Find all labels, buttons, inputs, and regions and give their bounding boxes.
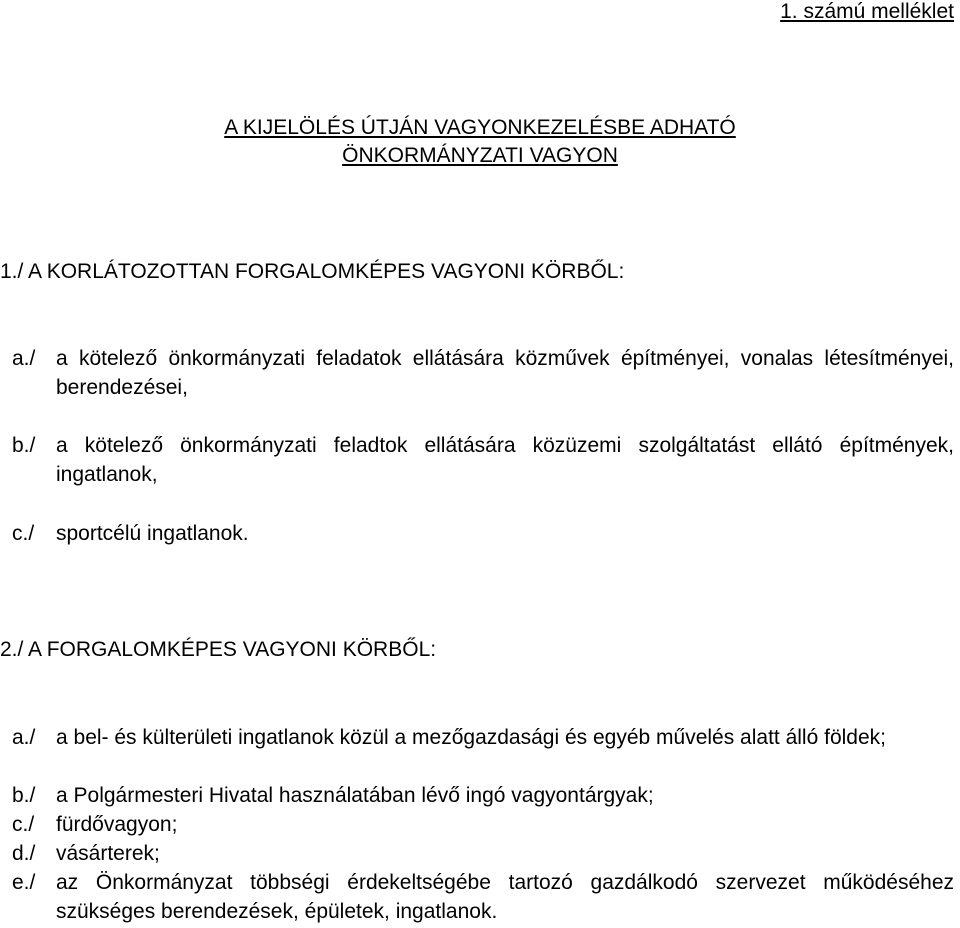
item-marker: b./ xyxy=(12,784,36,807)
item-text: az Önkormányzat többségi érdekeltségébe tartozó gazdálkodó szervezet működéséhez szükséges berendezések, épületek, ingatlanok. xyxy=(56,871,954,923)
item-marker: e./ xyxy=(12,871,36,894)
item-text: a kötelező önkormányzati feladatok ellátására közművek építményei, vonalas létesítményei, berendezései, xyxy=(56,347,954,399)
section-1-item-a xyxy=(12,344,954,402)
item-marker: a./ xyxy=(12,726,36,749)
annex-label: 1. számú melléklet xyxy=(780,0,954,23)
section-2-item-a xyxy=(12,723,954,752)
item-marker: a./ xyxy=(12,347,36,370)
item-marker: d./ xyxy=(12,842,36,865)
item-text: fürdővagyon; xyxy=(56,813,178,836)
section-1-item-c xyxy=(12,519,954,548)
item-text: a Polgármesteri Hivatal használatában lévő ingó vagyontárgyak; xyxy=(56,784,654,807)
section-2-heading: 2./ A FORGALOMKÉPES VAGYONI KÖRBŐL: xyxy=(0,638,437,661)
section-1-heading: 1./ A KORLÁTOZOTTAN FORGALOMKÉPES VAGYONI KÖRBŐL: xyxy=(0,260,625,283)
item-marker: b./ xyxy=(12,434,36,457)
item-text: vásárterek; xyxy=(56,842,160,865)
document-title-line-1: A KIJELÖLÉS ÚTJÁN VAGYONKEZELÉSBE ADHATÓ xyxy=(224,116,736,139)
item-text: a kötelező önkormányzati feladtok ellátására közüzemi szolgáltatást ellátó építmények, ingatlanok, xyxy=(56,434,954,486)
item-text: sportcélú ingatlanok. xyxy=(56,522,249,545)
section-1-item-b xyxy=(12,431,954,489)
section-2-item-b xyxy=(12,781,954,810)
section-2-item-d xyxy=(12,839,954,868)
item-marker: c./ xyxy=(12,813,35,836)
item-text: a bel- és külterületi ingatlanok közül a mezőgazdasági és egyéb művelés alatt álló földek; xyxy=(56,726,886,749)
section-2-item-e xyxy=(12,868,954,926)
item-marker: c./ xyxy=(12,522,35,545)
section-2-item-c xyxy=(12,810,954,839)
document-title-line-2: ÖNKORMÁNYZATI VAGYON xyxy=(342,144,618,167)
